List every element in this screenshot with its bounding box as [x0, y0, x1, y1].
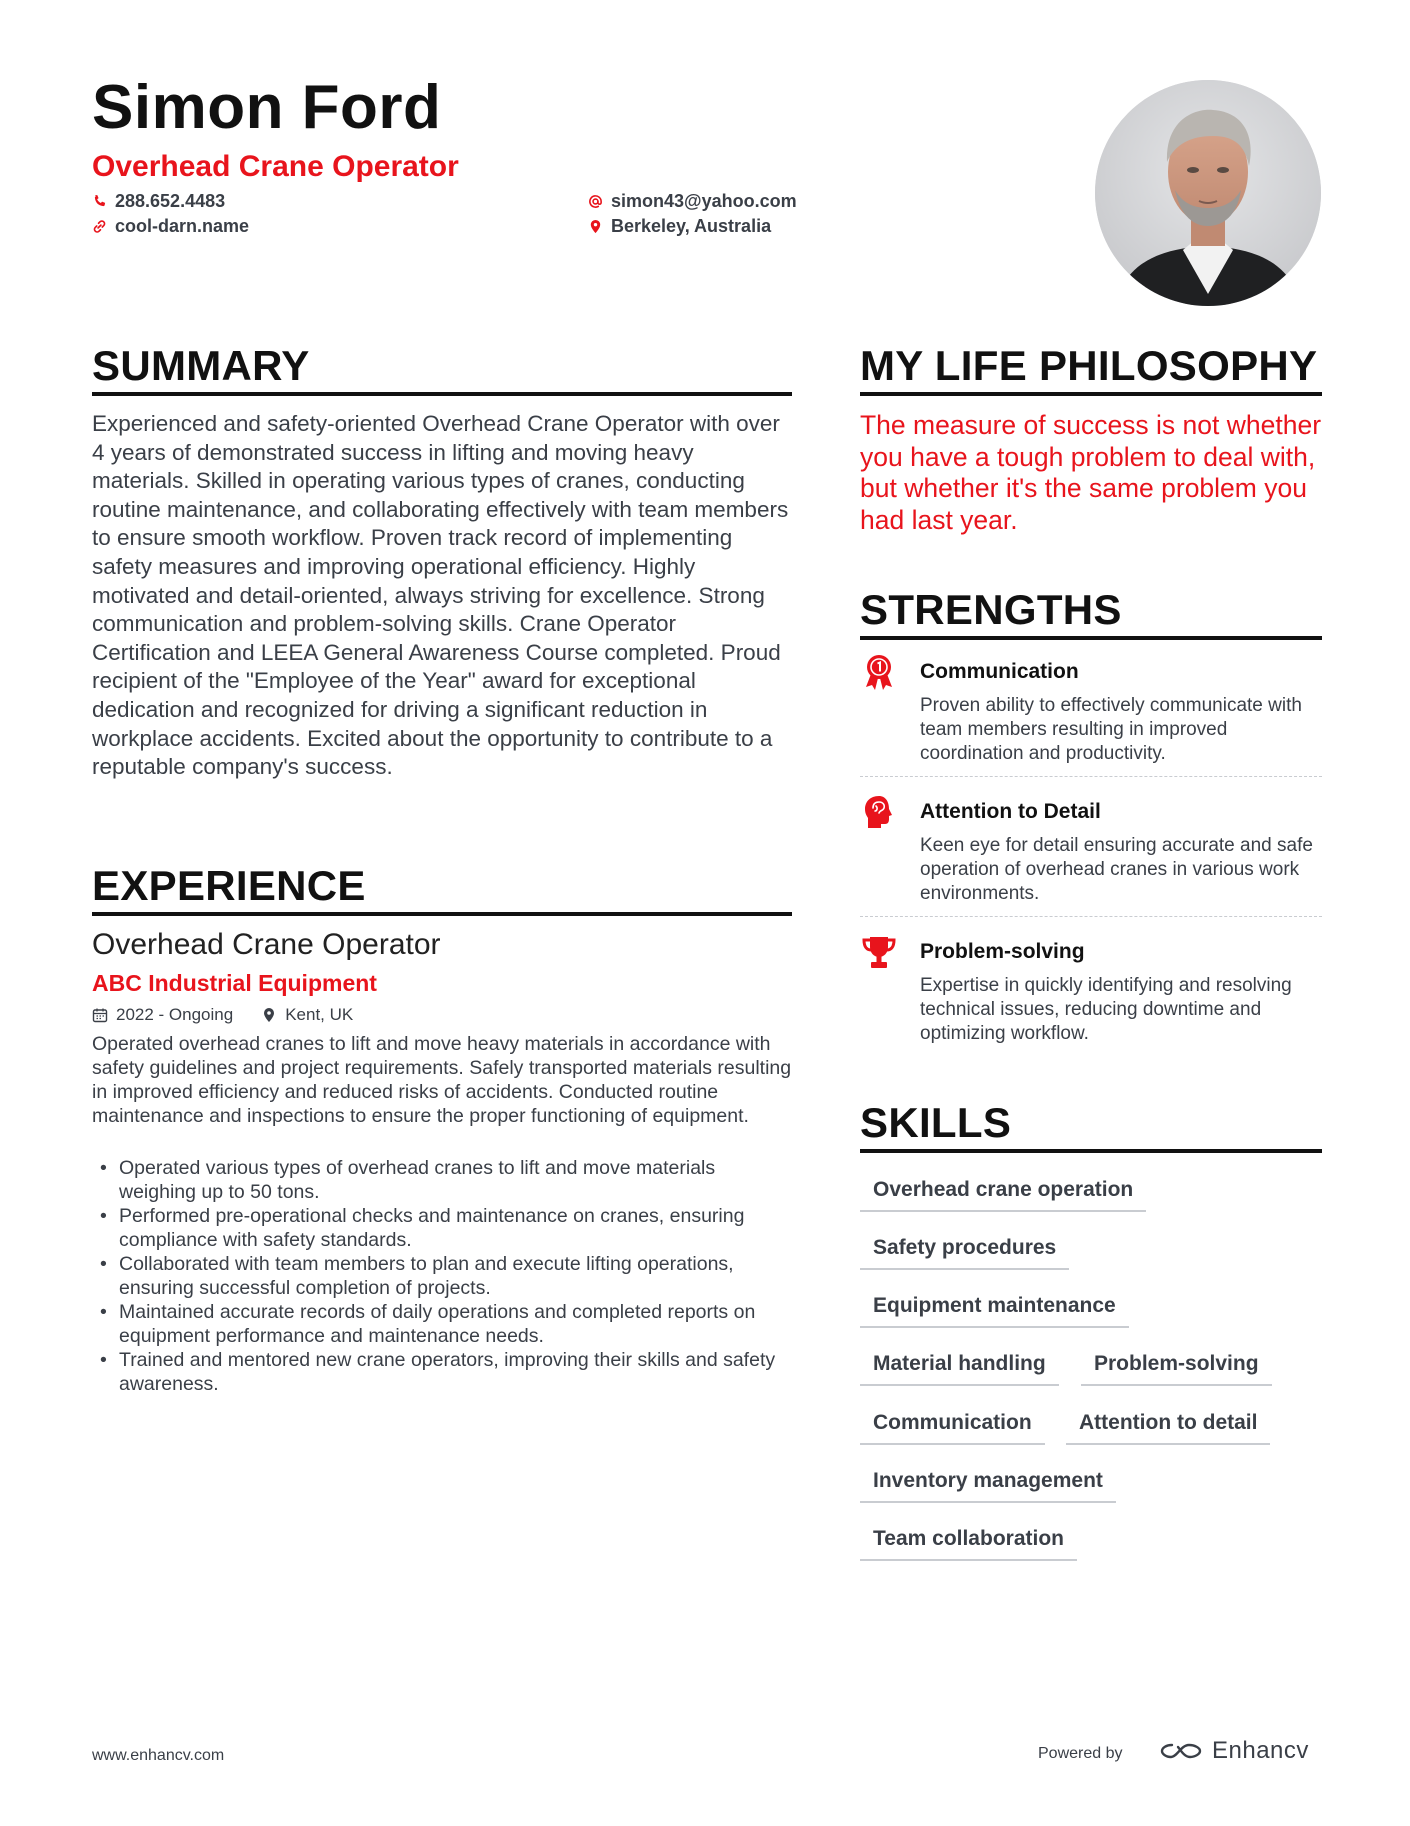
map-pin-icon [261, 1007, 277, 1023]
portrait-image [1095, 80, 1321, 306]
skill-tag: Safety procedures [860, 1236, 1069, 1270]
experience-rule [92, 912, 792, 916]
list-item: • Maintained accurate records of daily operations and completed reports on equipment performance and maintenance needs. [92, 1300, 792, 1348]
skills-heading: SKILLS [860, 1099, 1012, 1146]
powered-by-label: Powered by [1038, 1745, 1123, 1762]
list-item: • Collaborated with team members to plan and execute lifting operations, ensuring successful completion of projects. [92, 1252, 792, 1300]
skill-tag: Material handling [860, 1352, 1059, 1386]
link-icon [92, 219, 107, 234]
contact-info [92, 191, 852, 251]
strength-title: Problem-solving [920, 940, 1085, 963]
award-ribbon-icon [862, 654, 896, 690]
summary-rule [92, 392, 792, 396]
strength-description: Keen eye for detail ensuring accurate and safe operation of overhead cranes in various work environments. [920, 835, 1313, 904]
candidate-title: Overhead Crane Operator [92, 150, 459, 183]
skill-tag: Inventory management [860, 1469, 1116, 1503]
strength-description: Expertise in quickly identifying and resolving technical issues, reducing downtime and optimizing workflow. [920, 975, 1292, 1044]
email-text[interactable]: simon43@yahoo.com [611, 191, 797, 211]
location-text: Berkeley, Australia [611, 216, 772, 236]
strength-title: Attention to Detail [920, 800, 1101, 823]
strengths-heading: STRENGTHS [860, 586, 1122, 633]
head-brain-icon [862, 794, 896, 830]
enhancv-logo-icon [1158, 1739, 1204, 1763]
map-pin-icon [588, 219, 603, 234]
summary-text: Experienced and safety-oriented Overhead Crane Operator with over 4 years of demonstrated success in lifting and moving heavy materials. Skilled in operating various types of cranes, conducting routine maintenance, and collaborating effectively with team members to ensure smooth workflow. Proven track record of implementing safety measures and improving operational efficiency. Highly motivated and detail-oriented, always striving for excellence. Strong communication and problem-solving skills. Crane Operator Certification and LEEA General Awareness Course completed. Proud recipient of the "Employee of the Year" award for exceptional dedication and recognized for driving a significant reduction in workplace accidents. Excited about the opportunity to contribute to a reputable company's success. [92, 411, 789, 780]
skill-tag: Equipment maintenance [860, 1294, 1129, 1328]
job-bullets [92, 1156, 792, 1396]
list-item: • Trained and mentored new crane operators, improving their skills and safety awareness. [92, 1348, 792, 1396]
list-item: • Performed pre-operational checks and maintenance on cranes, ensuring compliance with safety standards. [92, 1204, 792, 1252]
strength-divider [860, 916, 1322, 917]
contact-phone [92, 191, 225, 212]
website-text[interactable]: cool-darn.name [115, 216, 250, 236]
job-description: Operated overhead cranes to lift and move heavy materials in accordance with safety guidelines and project requirements. Safely transported materials resulting in improved efficiency and reduced risks of accidents. Conducted routine maintenance and inspections to ensure the proper functioning of equipment. [92, 1033, 792, 1127]
contact-email[interactable] [588, 191, 797, 212]
trophy-icon [862, 934, 896, 970]
skill-tag: Problem-solving [1081, 1352, 1272, 1386]
skills-rule [860, 1149, 1322, 1153]
experience-heading: EXPERIENCE [92, 862, 366, 909]
footer-url[interactable]: www.enhancv.com [92, 1747, 225, 1764]
job-dates: 2022 - Ongoing [116, 1005, 234, 1024]
contact-website[interactable] [92, 216, 249, 237]
strength-description: Proven ability to effectively communicate with team members resulting in improved coordination and productivity. [920, 695, 1302, 764]
philosophy-rule [860, 392, 1322, 396]
summary-heading: SUMMARY [92, 342, 310, 389]
strengths-rule [860, 636, 1322, 640]
at-sign-icon [588, 194, 603, 209]
list-item: • Operated various types of overhead cranes to lift and move materials weighing up to 50 tons. [92, 1156, 792, 1204]
job-location: Kent, UK [285, 1005, 354, 1024]
job-company: ABC Industrial Equipment [92, 970, 377, 996]
candidate-name: Simon Ford [92, 73, 442, 142]
skill-tag: Attention to detail [1066, 1411, 1270, 1445]
phone-text: 288.652.4483 [115, 191, 226, 211]
skill-tag: Overhead crane operation [860, 1178, 1146, 1212]
skill-tag: Communication [860, 1411, 1045, 1445]
skill-tag: Team collaboration [860, 1527, 1077, 1561]
strength-title: Communication [920, 660, 1079, 683]
enhancv-logo[interactable] [1158, 1736, 1309, 1766]
job-meta [92, 1004, 353, 1026]
phone-icon [92, 194, 107, 209]
strength-divider [860, 776, 1322, 777]
contact-location [588, 216, 771, 237]
philosophy-heading: MY LIFE PHILOSOPHY [860, 342, 1318, 389]
job-role: Overhead Crane Operator [92, 928, 441, 961]
calendar-icon [92, 1007, 108, 1023]
brand-name: Enhancv [1212, 1737, 1309, 1764]
profile-photo [1095, 80, 1321, 306]
philosophy-quote: The measure of success is not whether you have a tough problem to deal with, but whether it's the same problem you had last year. [860, 410, 1322, 535]
